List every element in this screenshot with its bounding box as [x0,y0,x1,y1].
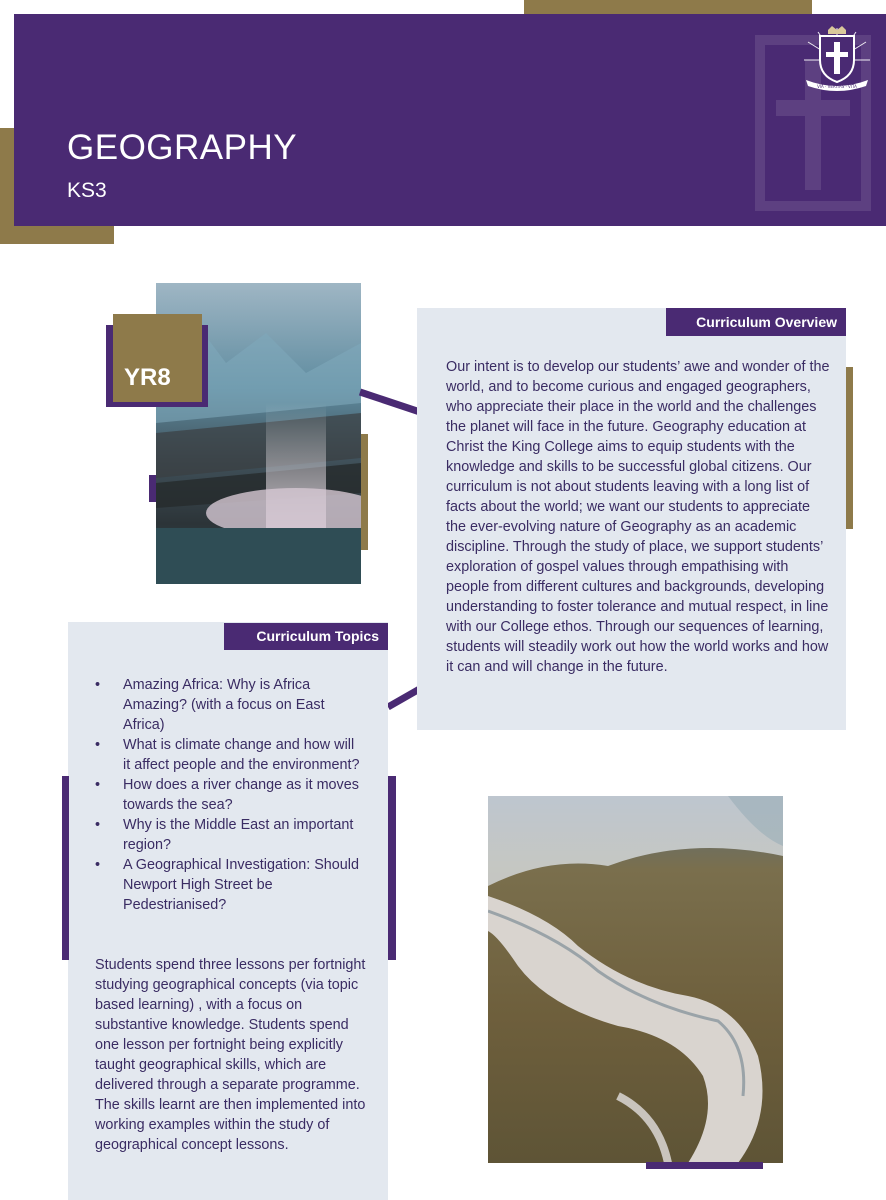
purple-accent-bottom [646,1162,763,1169]
list-item: • A Geographical Investigation: Should Newport High Street be Pedestrianised? [95,857,360,913]
overview-text: Our intent is to develop our students’ awe and wonder of the world, and to become curious and engaged geographers, who appreciate their place in the world and the challenges the planet will face in the future. Geography education at Christ the King College aims to equip students with the knowledge and skills to be successful global citizens. Our curriculum is not about students leaving with a long list of facts about the world; we want our students to appreciate the ever-evolving nature of Geography as an academic discipline. Through the study of place, we support students’ exploration of gospel values through empathising with people from different cultures and backgrounds, developing understanding to foster tolerance and mutual respect, in line with our College ethos. Through our sequences of learning, students will steadily work out how the world works and how it can and will change in the future. [446,359,830,675]
college-crest-icon [800,24,874,94]
list-item: • What is climate change and how will it affect people and the environment? [95,737,360,773]
gold-accent-top [524,0,812,14]
list-item: • How does a river change as it moves towards the sea? [95,777,359,813]
topics-tab: Curriculum Topics [224,623,388,650]
list-item: • Amazing Africa: Why is Africa Amazing? (with a focus on East Africa) [95,677,325,733]
purple-accent-topics-left [62,776,69,960]
topics-note: Students spend three lessons per fortnight studying geographical concepts (via topic based learning) , with a focus on substantive knowledge. Students spend one lesson per fortnight being explicitly taught geographical skills, which are delivered through a separate programme. The skills learnt are then implemented into working examples within the study of geographical concept lessons. [95,957,366,1153]
river-aerial-photo [488,796,783,1163]
page-title: GEOGRAPHY [67,128,298,167]
list-item: • Why is the Middle East an important region? [95,817,354,853]
overview-tab: Curriculum Overview [666,308,846,336]
year-badge-label: YR8 [124,364,171,391]
gold-accent-overview [846,367,853,529]
topics-list [95,675,363,915]
purple-accent-topics-right [388,776,396,960]
page-subtitle: KS3 [67,179,107,202]
purple-accent-left-photo [149,475,156,502]
crest-motto: VIA · VERITAS · VITA [817,84,857,89]
